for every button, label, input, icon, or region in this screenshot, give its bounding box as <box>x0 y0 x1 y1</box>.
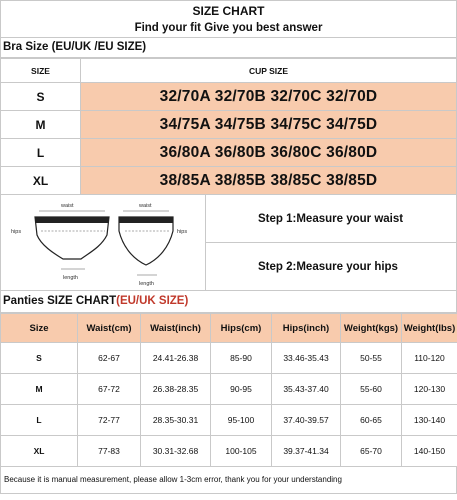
panties-title: Panties SIZE CHART <box>3 295 117 307</box>
page-subtitle: Find your fit Give you best answer <box>134 22 323 34</box>
table-cell: 55-60 <box>341 374 402 405</box>
panties-size-table <box>0 313 457 467</box>
table-cell: 50-55 <box>341 343 402 374</box>
table-cell: XL <box>1 436 78 467</box>
table-row <box>1 139 457 167</box>
table-cell: 67-72 <box>78 374 141 405</box>
table-cell: 39.37-41.34 <box>272 436 341 467</box>
table-row <box>1 167 457 195</box>
table-cell: M <box>1 374 78 405</box>
table-cell: 60-65 <box>341 405 402 436</box>
panties-diagram-icon <box>1 195 205 290</box>
table-row <box>1 405 457 436</box>
step-2-text: Step 2:Measure your hips <box>206 242 456 290</box>
table-cell: 62-67 <box>78 343 141 374</box>
column-header: Hips(cm) <box>211 314 272 343</box>
table-cell: 130-140 <box>402 405 457 436</box>
bra-cup-cell: 34/75A 34/75B 34/75C 34/75D <box>81 111 457 139</box>
bra-size-table <box>0 58 457 195</box>
table-cell: 33.46-35.43 <box>272 343 341 374</box>
table-cell: 95-100 <box>211 405 272 436</box>
table-cell: 28.35-30.31 <box>141 405 211 436</box>
length-label: length <box>63 275 78 281</box>
table-row <box>1 374 457 405</box>
length-label: length <box>139 281 154 287</box>
title-block <box>0 0 457 38</box>
table-cell: 110-120 <box>402 343 457 374</box>
bra-cup-cell: 32/70A 32/70B 32/70C 32/70D <box>81 83 457 111</box>
table-cell: 100-105 <box>211 436 272 467</box>
hips-label: hips <box>11 229 22 235</box>
bra-section-title: Bra Size (EU/UK /EU SIZE) <box>0 38 457 58</box>
bra-size-cell: L <box>1 139 81 167</box>
footer-note: Because it is manual measurement, please allow 1-3cm error, thank you for your understanding <box>0 467 457 494</box>
table-cell: 90-95 <box>211 374 272 405</box>
table-cell: 24.41-26.38 <box>141 343 211 374</box>
table-cell: 35.43-37.40 <box>272 374 341 405</box>
table-cell: 30.31-32.68 <box>141 436 211 467</box>
bra-size-cell: XL <box>1 167 81 195</box>
column-header: Waist(inch) <box>141 314 211 343</box>
table-cell: 72-77 <box>78 405 141 436</box>
table-row <box>1 343 457 374</box>
measure-steps <box>206 195 456 290</box>
table-cell: 140-150 <box>402 436 457 467</box>
bra-size-cell: S <box>1 83 81 111</box>
waist-label: waist <box>139 203 152 209</box>
page-title: SIZE CHART <box>192 4 265 18</box>
bra-table-header <box>1 59 457 83</box>
column-header: Hips(inch) <box>272 314 341 343</box>
table-row <box>1 436 457 467</box>
step-1-text: Step 1:Measure your waist <box>258 212 404 225</box>
table-cell: S <box>1 343 78 374</box>
column-header: Waist(cm) <box>78 314 141 343</box>
panties-table-header <box>1 314 457 343</box>
table-cell: 26.38-28.35 <box>141 374 211 405</box>
measure-diagram <box>1 195 206 290</box>
table-cell: 65-70 <box>341 436 402 467</box>
column-header: Weight(lbs) <box>402 314 457 343</box>
panties-title-suffix: (EU/UK SIZE) <box>116 295 189 307</box>
table-row <box>1 83 457 111</box>
table-cell: 120-130 <box>402 374 457 405</box>
bra-cup-cell: 36/80A 36/80B 36/80C 36/80D <box>81 139 457 167</box>
hips-label: hips <box>177 229 188 235</box>
bra-size-cell: M <box>1 111 81 139</box>
panties-section-title <box>0 291 457 313</box>
table-cell: 85-90 <box>211 343 272 374</box>
bra-col-size: SIZE <box>1 59 81 83</box>
table-cell: 37.40-39.57 <box>272 405 341 436</box>
table-cell: 77-83 <box>78 436 141 467</box>
measure-guide <box>0 195 457 291</box>
table-cell: L <box>1 405 78 436</box>
waist-label: waist <box>61 203 74 209</box>
bra-col-cup: CUP SIZE <box>81 59 457 83</box>
table-row <box>1 111 457 139</box>
bra-cup-cell: 38/85A 38/85B 38/85C 38/85D <box>81 167 457 195</box>
column-header: Weight(kgs) <box>341 314 402 343</box>
column-header: Size <box>1 314 78 343</box>
